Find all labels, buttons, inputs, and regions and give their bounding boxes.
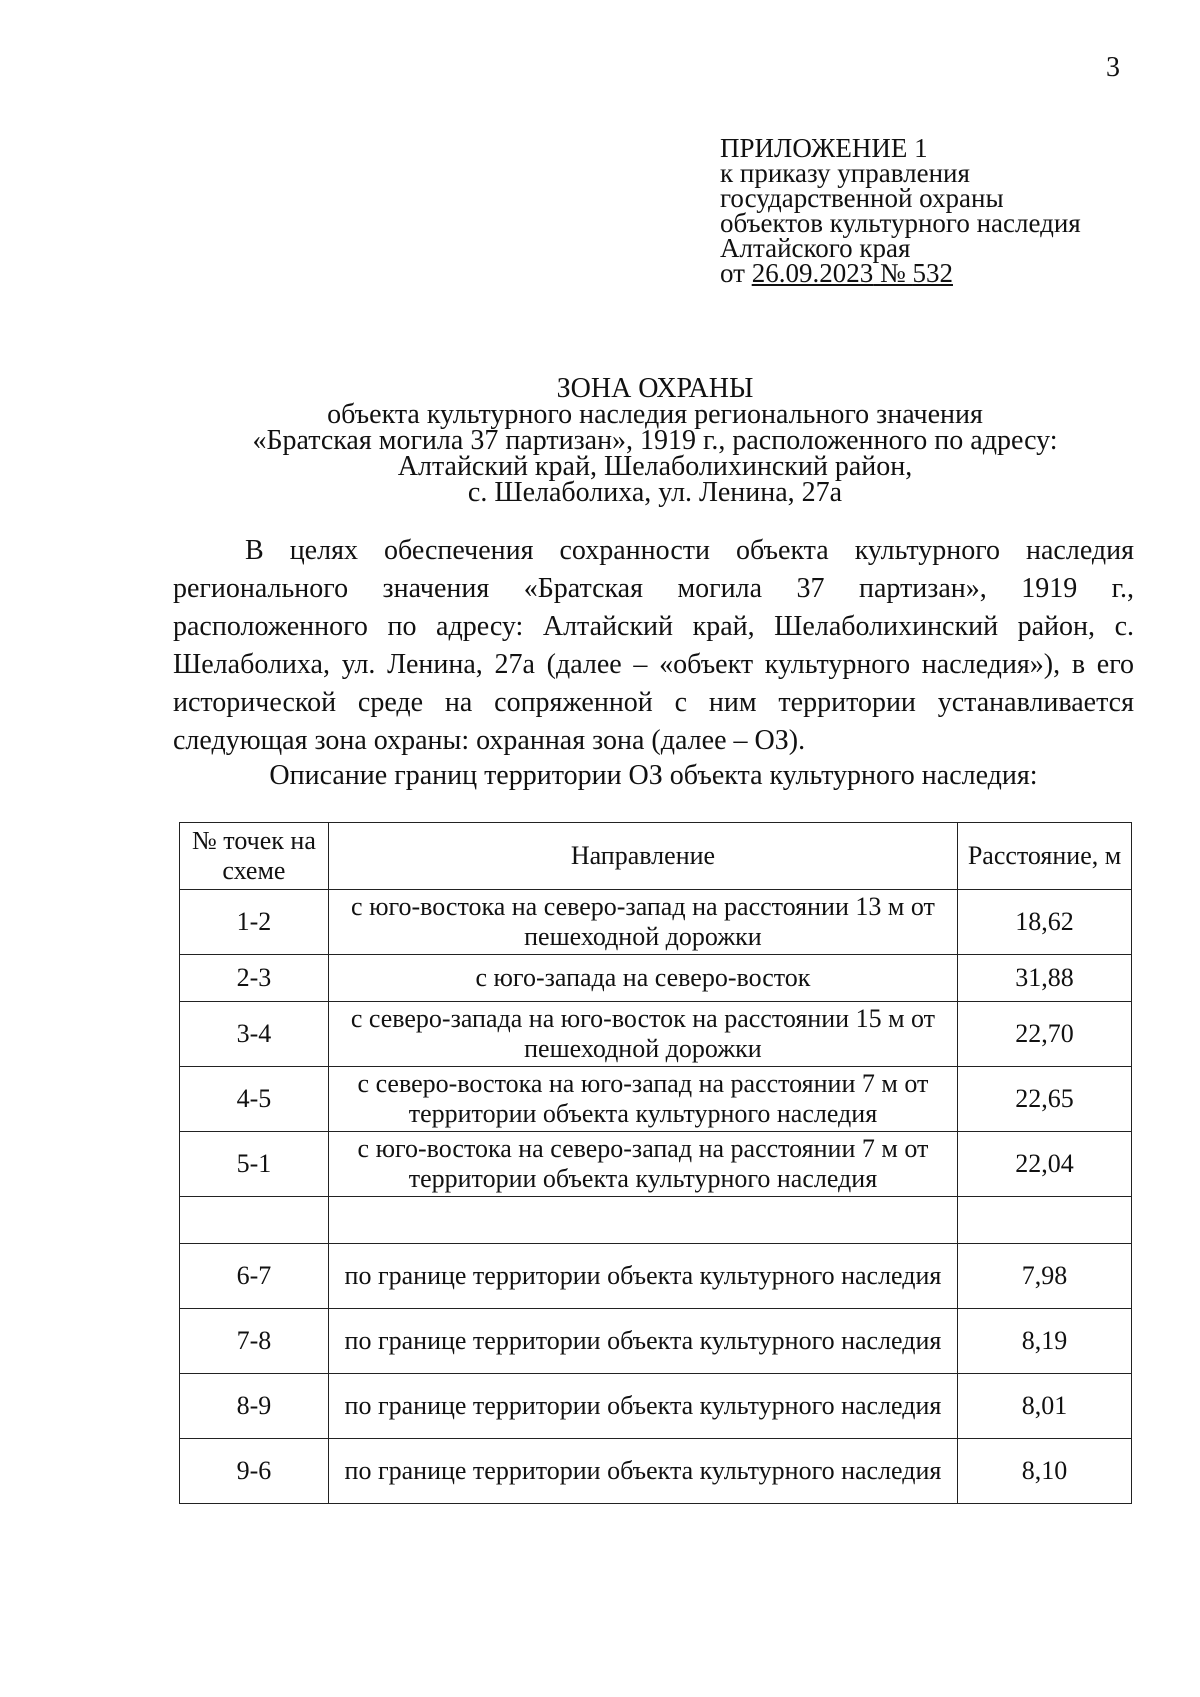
cell-points: 3-4 <box>180 1002 329 1067</box>
cell-points: 2-3 <box>180 955 329 1002</box>
cell-direction: по границе территории объекта культурного наследия <box>328 1244 957 1309</box>
appendix-line-2: государственной охраны <box>720 183 1004 213</box>
table-row <box>180 1439 1132 1504</box>
cell-distance: 31,88 <box>958 955 1132 1002</box>
cell-points: 8-9 <box>180 1374 329 1439</box>
table-row <box>180 1374 1132 1439</box>
table-row-empty <box>180 1197 1132 1244</box>
appendix-line-1: к приказу управления <box>720 158 970 188</box>
body-paragraph: В целях обеспечения сохранности объекта культурного наследия регионального значения «Братская могила 37 партизан», 1919 г., расположенного по адресу: Алтайский край, Шелаболихинский район, с. Шелаболиха, ул. Ленина, 27а (далее – «объект культурного наследия»), в его исторической среде на сопряженной с ним территории устанавливается следующая зона охраны: охранная зона (далее – ОЗ). <box>173 535 1134 756</box>
appendix-date-line <box>720 258 1081 288</box>
table-row <box>180 1002 1132 1067</box>
appendix-date: 26.09.2023 <box>751 258 874 288</box>
heading-title: ЗОНА ОХРАНЫ <box>556 373 754 404</box>
cell-points: 6-7 <box>180 1244 329 1309</box>
cell-direction: с северо-запада на юго-восток на расстоянии 15 м от пешеходной дорожки <box>328 1002 957 1067</box>
cell-direction <box>328 1197 957 1244</box>
appendix-block <box>720 133 1081 288</box>
heading-line-4: с. Шелаболиха, ул. Ленина, 27а <box>467 477 843 508</box>
cell-direction: с юго-востока на северо-запад на расстоянии 7 м от территории объекта культурного наследия <box>328 1132 957 1197</box>
cell-distance: 18,62 <box>958 890 1132 955</box>
header-distance: Расстояние, м <box>958 823 1132 890</box>
appendix-number: 532 <box>912 258 953 288</box>
appendix-date-prefix: от <box>720 258 752 288</box>
header-points: № точек на схеме <box>180 823 329 890</box>
cell-distance: 8,19 <box>958 1309 1132 1374</box>
heading-line-3: Алтайский край, Шелаболихинский район, <box>397 451 913 482</box>
appendix-number-prefix: № <box>873 258 913 288</box>
table-row <box>180 1309 1132 1374</box>
appendix-title: ПРИЛОЖЕНИЕ 1 <box>720 133 928 163</box>
cell-distance: 7,98 <box>958 1244 1132 1309</box>
cell-distance <box>958 1197 1132 1244</box>
cell-distance: 8,01 <box>958 1374 1132 1439</box>
page-number: 3 <box>1106 52 1120 83</box>
cell-direction: по границе территории объекта культурного наследия <box>328 1309 957 1374</box>
table-header-row <box>180 823 1132 890</box>
cell-direction: по границе территории объекта культурного наследия <box>328 1374 957 1439</box>
cell-distance: 8,10 <box>958 1439 1132 1504</box>
table-row <box>180 955 1132 1002</box>
cell-distance: 22,70 <box>958 1002 1132 1067</box>
cell-direction: с юго-востока на северо-запад на расстоянии 13 м от пешеходной дорожки <box>328 890 957 955</box>
table-row <box>180 1132 1132 1197</box>
cell-distance: 22,65 <box>958 1067 1132 1132</box>
cell-points: 4-5 <box>180 1067 329 1132</box>
boundary-table <box>179 822 1132 1504</box>
document-heading <box>240 373 1070 508</box>
cell-points: 9-6 <box>180 1439 329 1504</box>
table-row <box>180 1244 1132 1309</box>
cell-direction: с юго-запада на северо-восток <box>328 955 957 1002</box>
cell-points: 5-1 <box>180 1132 329 1197</box>
heading-line-1: объекта культурного наследия регионального значения <box>327 399 983 430</box>
table-caption: Описание границ территории ОЗ объекта культурного наследия: <box>269 760 1038 791</box>
cell-direction: по границе территории объекта культурного наследия <box>328 1439 957 1504</box>
cell-points <box>180 1197 329 1244</box>
appendix-line-3: объектов культурного наследия <box>720 208 1081 238</box>
heading-line-2: «Братская могила 37 партизан», 1919 г., расположенного по адресу: <box>252 425 1058 456</box>
table-row <box>180 1067 1132 1132</box>
table-row <box>180 890 1132 955</box>
header-direction: Направление <box>328 823 957 890</box>
appendix-line-4: Алтайского края <box>720 233 911 263</box>
cell-points: 7-8 <box>180 1309 329 1374</box>
cell-direction: с северо-востока на юго-запад на расстоянии 7 м от территории объекта культурного наследия <box>328 1067 957 1132</box>
cell-distance: 22,04 <box>958 1132 1132 1197</box>
cell-points: 1-2 <box>180 890 329 955</box>
